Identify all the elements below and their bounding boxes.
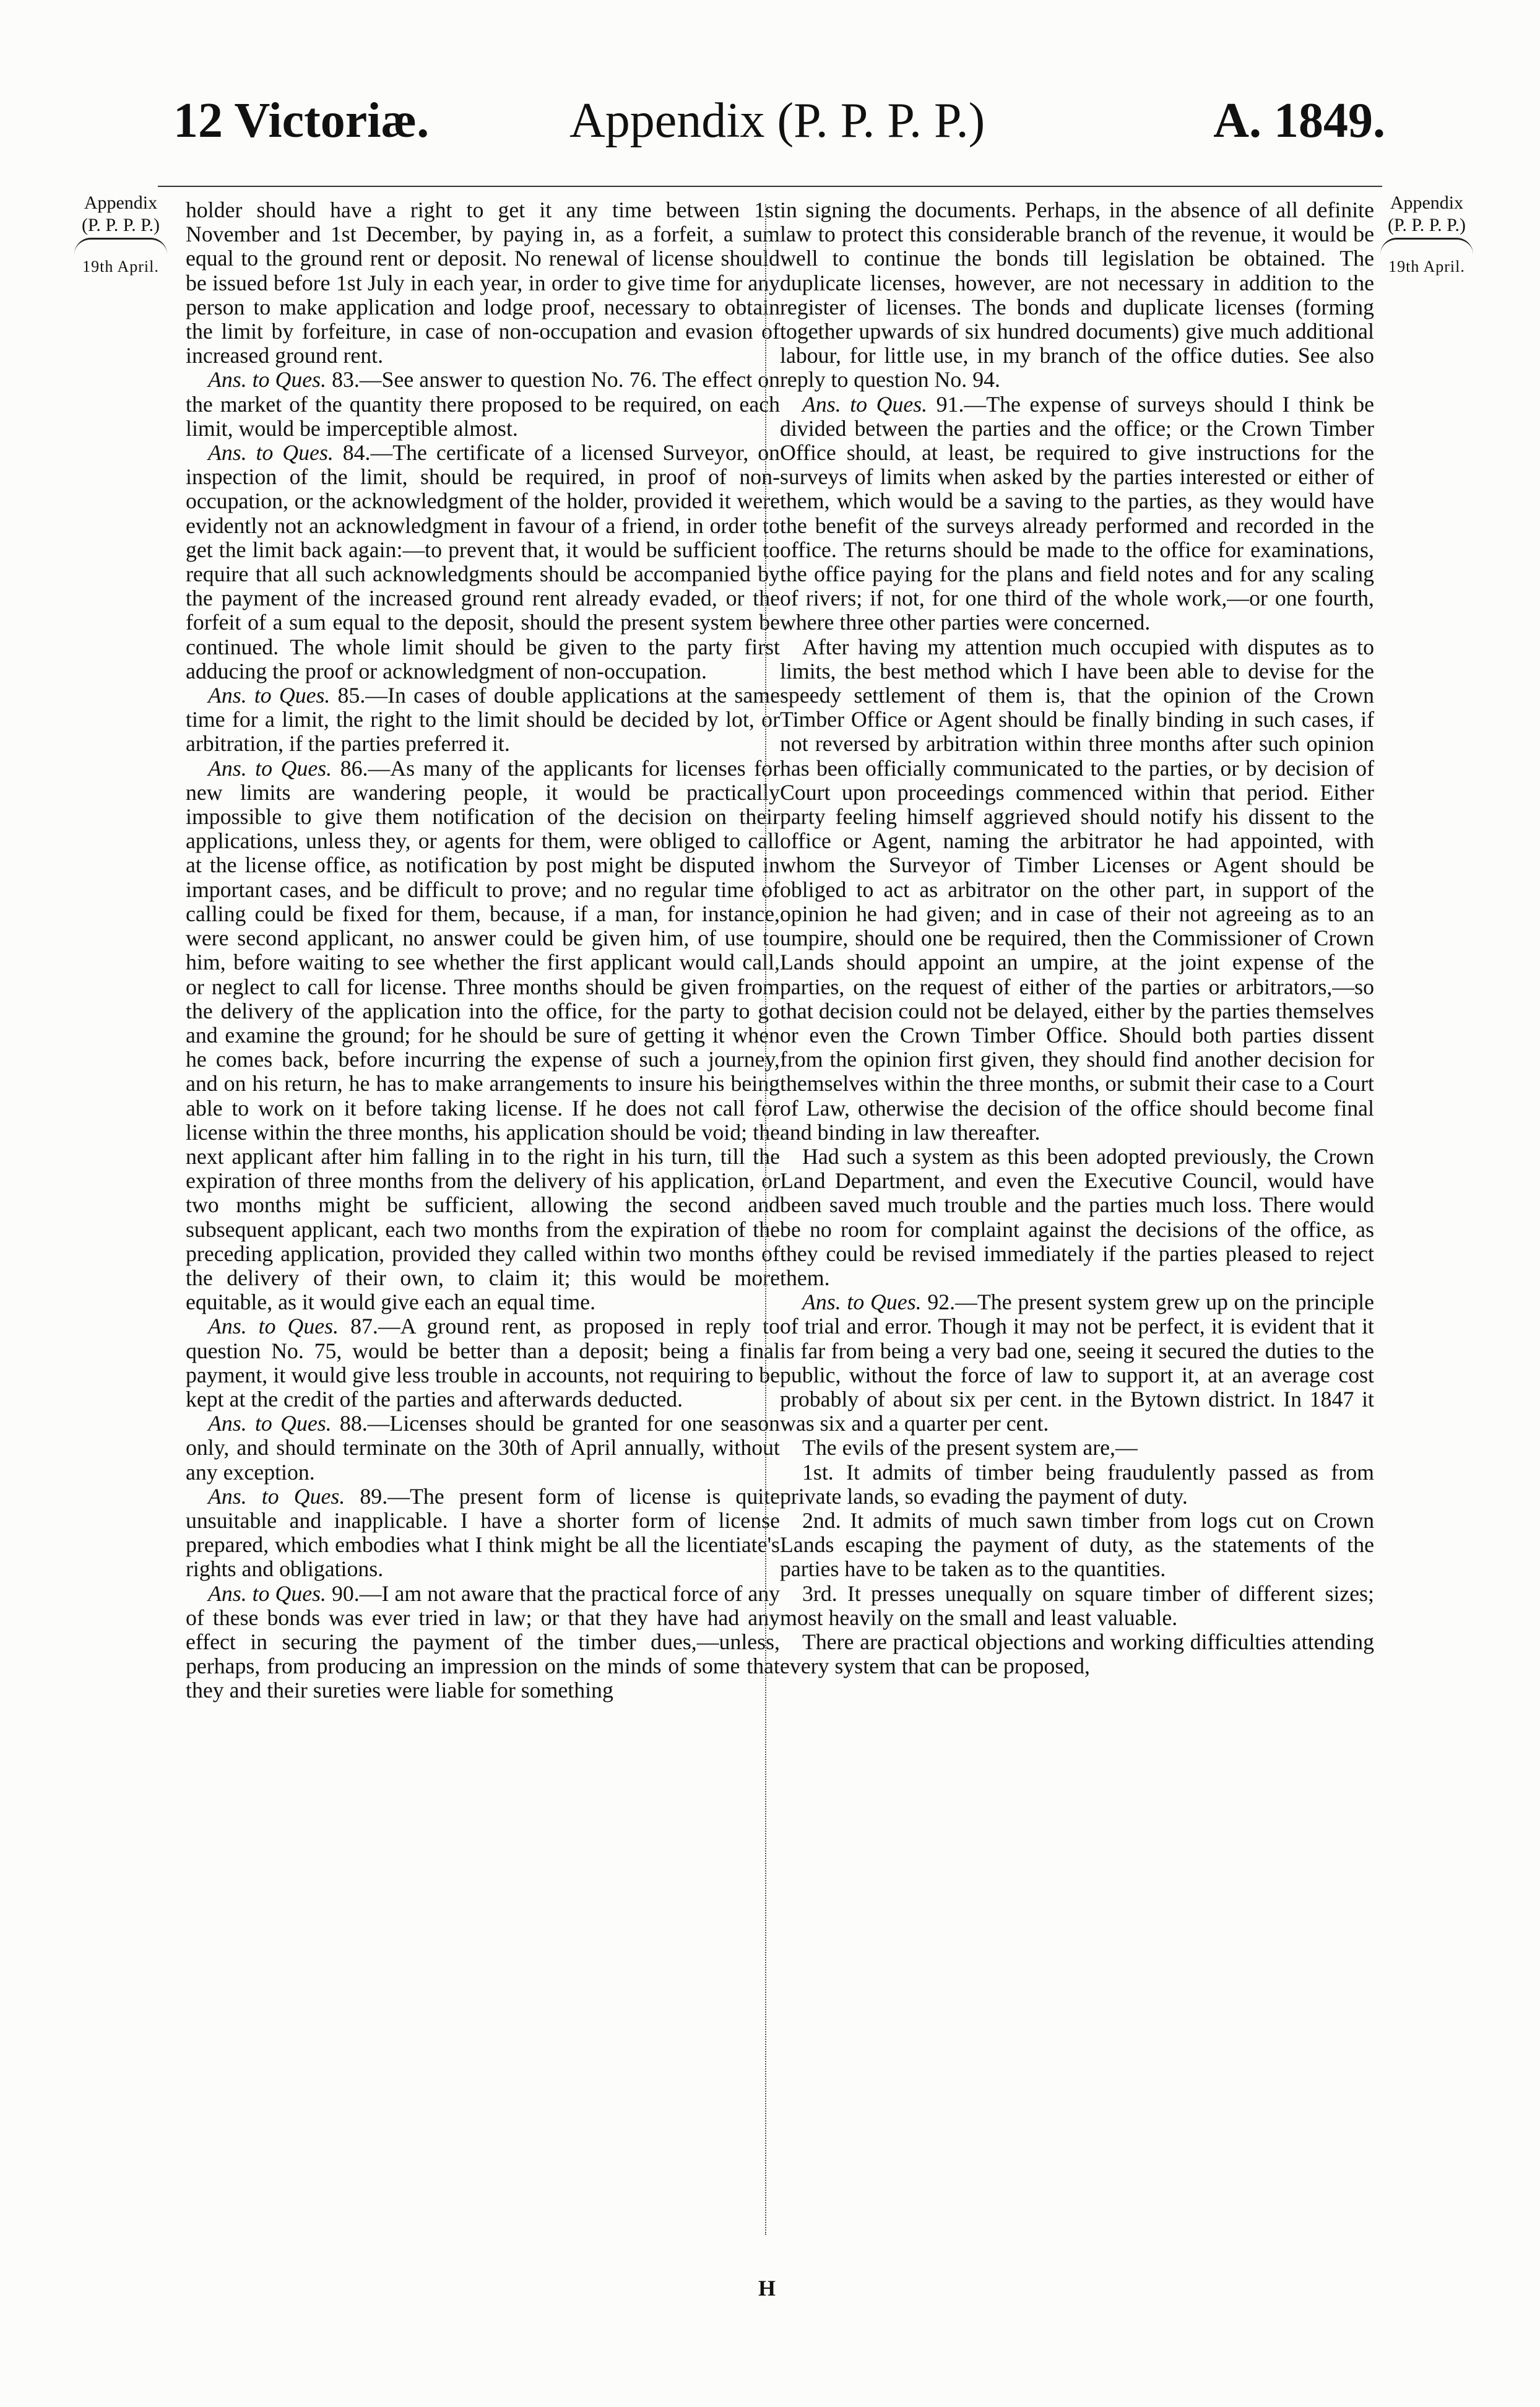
signature-mark: H: [758, 2276, 776, 2301]
paragraph: [780, 1460, 1374, 1509]
margin-label: Appendix: [84, 193, 158, 213]
paragraph: [186, 198, 780, 368]
paragraph-text: After having my attention much occupied with disputes as to limits, the best method which I have been able to devise for the speedy settlement of them is, that the opinion of the Crown Timber Office or Agent should be finally binding in such cases, if not reversed by arbitration within three months after such opinion has been officially communicated to the parties, or by decision of Court upon proceedings commenced within that period. Either party feeling himself aggrieved should notify his dissent to the office or Agent, naming the arbitrator he had appointed, with whom the Surveyor of Timber Licenses or Agent should be obliged to act as arbitrator on the other part, in support of the opinion he had given; and in case of their not agreeing as to an umpire, should one be required, then the Commissioner of Crown Lands should appoint an umpire, at the joint expense of the parties, on the request of either of the parties or arbitrators,—so that decision could not be delayed, either by the parties themselves or even the Crown Timber Office. Should both parties dissent from the opinion first given, they should find another decision for themselves within the three months, or submit their case to a Court of Law, otherwise the decision of the office should become final and binding in law thereafter.: [780, 634, 1374, 1145]
paragraph-text: 89.—The present form of license is quite unsuitable and inapplicable. I have a shorter form of license prepared, which embodies what I think might be all the licentiate's rights and obligations.: [186, 1483, 781, 1582]
paragraph-text: 92.—The present system grew up on the principle of trial and error. Though it may not be perfect, it is evident that it is far from being a very bad one, seeing it secured the duties to the public, without the force of law to support it, at an average cost probably of about six per cent. in the Bytown district. In 1847 it was six and a quarter per cent.: [780, 1290, 1375, 1436]
paragraph-text: 87.—A ground rent, as proposed in reply to question No. 75, would be better than a deposit; being a final payment, it would give less trouble in accounts, not requiring to be kept at the credit of the parties and afterwards deducted.: [186, 1314, 780, 1412]
header-appendix-title: Appendix (P. P. P. P.): [569, 93, 985, 148]
running-head: [173, 93, 1385, 167]
paragraph-text: 85.—In cases of double applications at the same time for a limit, the right to the limit should be decided by lot, or arbitration, if the parties preferred it.: [186, 683, 780, 757]
paragraph-text: 90.—I am not aware that the practical force of any of these bonds was ever tried in law; or that they have had any effect in securing the payment of the timber dues,—unless, perhaps, from producing an impression on the minds of some that they and their sureties were liable for something: [186, 1581, 781, 1703]
answer-lead: Ans. to Ques.: [802, 1290, 922, 1315]
paragraph-text: The evils of the present system are,—: [802, 1435, 1138, 1460]
paragraph: [780, 1145, 1374, 1290]
answer-lead: Ans. to Ques.: [802, 391, 928, 417]
paragraph-text: 83.—See answer to question No. 76. The effect on the market of the quantity there proposed to be required, on each limit, would be imperceptible almost.: [186, 367, 780, 441]
answer-lead: Ans. to Ques.: [208, 1581, 327, 1606]
paragraph: [186, 1582, 780, 1703]
right-column: [780, 198, 1374, 1678]
paragraph: [780, 1290, 1374, 1436]
header-year: A. 1849.: [1213, 93, 1385, 148]
paragraph: [780, 635, 1374, 1145]
margin-brace: [74, 238, 167, 254]
paragraph-text: 91.—The expense of surveys should I think be divided between the parties and the office; or the Crown Timber Office should, at least, be required to give instructions for the surveys of limits when asked by the parties interested or either of them, which would be a saving to the parties, as they would have the benefit of the surveys already performed and recorded in the office. The returns should be made to the office for examinations, the office paying for the plans and field notes and for any scaling of rivers; if not, for one third of the whole work,—or one fourth, where three other parties were concerned.: [780, 391, 1375, 635]
left-column: [186, 198, 780, 1703]
answer-lead: Ans. to Ques.: [208, 440, 334, 466]
paragraph: [780, 1582, 1374, 1630]
margin-tag: (P. P. P. P.): [1388, 215, 1466, 235]
paragraph: [780, 198, 1374, 392]
paragraph: [780, 1509, 1374, 1582]
margin-date: 19th April.: [1388, 258, 1465, 275]
answer-lead: Ans. to Ques.: [208, 683, 331, 708]
paragraph-text: 3rd. It presses unequally on square timber of different sizes; most heavily on the small and least valuable.: [780, 1581, 1374, 1630]
answer-lead: Ans. to Ques.: [208, 1411, 332, 1436]
margin-note-left: [59, 192, 183, 278]
paragraph: [780, 392, 1374, 635]
paragraph: [186, 1485, 780, 1582]
paragraph: [186, 683, 780, 757]
paragraph-text: holder should have a right to get it any time between 1st November and 1st December, by paying in, as a forfeit, a sum equal to the ground rent or deposit. No renewal of license should be issued before 1st July in each year, in order to give time for any person to make application and lodge proof, necessary to obtain the limit by forfeiture, in case of non-occupation and evasion of increased ground rent.: [186, 197, 780, 368]
paragraph: [186, 757, 780, 1315]
margin-note-right: [1365, 192, 1489, 278]
answer-lead: Ans. to Ques.: [208, 1483, 345, 1509]
paragraph-text: Had such a system as this been adopted previously, the Crown Land Department, and even the Executive Council, would have been saved much trouble and the parties much loss. There would be no room for complaint against the decisions of the office, as they could be revised immediately if the parties pleased to reject them.: [780, 1143, 1374, 1290]
answer-lead: Ans. to Ques.: [208, 1314, 339, 1339]
margin-tag: (P. P. P. P.): [82, 215, 160, 235]
paragraph: [780, 1630, 1374, 1678]
paragraph: [186, 368, 780, 441]
margin-label: Appendix: [1390, 193, 1464, 213]
answer-lead: Ans. to Ques.: [208, 755, 332, 781]
margin-date: 19th April.: [82, 258, 159, 275]
header-rule: [158, 186, 1382, 187]
paragraph-text: 2nd. It admits of much sawn timber from logs cut on Crown Lands escaping the payment of duty, as the statements of the parties have to be taken as to the quantities.: [780, 1507, 1374, 1582]
answer-lead: Ans. to Ques.: [208, 367, 327, 392]
paragraph: [186, 441, 780, 683]
paragraph-text: There are practical objections and working difficulties attending every system that can be proposed,: [780, 1629, 1374, 1679]
paragraph: [186, 1314, 780, 1412]
paragraph: [186, 1412, 780, 1485]
header-regnal-year: 12 Victoriæ.: [173, 93, 430, 148]
column-divider: [765, 204, 766, 2235]
paragraph-text: 1st. It admits of timber being fraudulently passed as from private lands, so evading the payment of duty.: [780, 1459, 1374, 1509]
paragraph-text: 88.—Licenses should be granted for one season only, and should terminate on the 30th of April annually, without any exception.: [186, 1411, 780, 1485]
paragraph-text: 86.—As many of the applicants for licenses for new limits are wandering people, it would be practically impossible to give them notification of the decision on their applications, unless they, or agents for them, were obliged to call at the license office, as notification by post might be disputed in important cases, and be difficult to prove; and no regular time of calling could be fixed for them, because, if a man, for instance, were second applicant, no answer could be given him, of use to him, before waiting to see whether the first applicant would call, or neglect to call for license. Three months should be given from the delivery of the application into the office, for the party to go and examine the ground; for he should be sure of getting it when he comes back, before incurring the expense of such a journey, and on his return, he has to make arrangements to insure his being able to work on it before taking license. If he does not call for license within the three months, his application should be void; the next applicant after him falling in to the right in his turn, till the expiration of three months from the delivery of his application, or two months might be sufficient, allowing the second and subsequent applicant, each two months from the expiration of the preceding application, provided they called within two months of the delivery of their own, to claim it; this would be more equitable, as it would give each an equal time.: [186, 755, 780, 1315]
margin-brace: [1380, 238, 1473, 254]
paragraph-text: in signing the documents. Perhaps, in the absence of all definite law to protect this considerable branch of the revenue, it would be well to continue the bonds till legislation be obtained. The duplicate licenses, however, are not necessary in addition to the register of licenses. The bonds and duplicate licenses (forming together upwards of six hundred documents) give much additional labour, for little use, in my branch of the office duties. See also reply to question No. 94.: [780, 197, 1374, 392]
paragraph-text: 84.—The certificate of a licensed Surveyor, on inspection of the limit, should be required, in proof of non-occupation, or the acknowledgment of the holder, provided it were evidently not an acknowledgment in favour of a friend, in order to get the limit back again:—to prevent that, it would be sufficient to require that all such acknowledgments should be accompanied by the payment of the increased ground rent already evaded, or the forfeit of a sum equal to the deposit, should the present system be continued. The whole limit should be given to the party first adducing the proof or acknowledgment of non-occupation.: [186, 440, 780, 683]
paragraph: [780, 1436, 1374, 1460]
